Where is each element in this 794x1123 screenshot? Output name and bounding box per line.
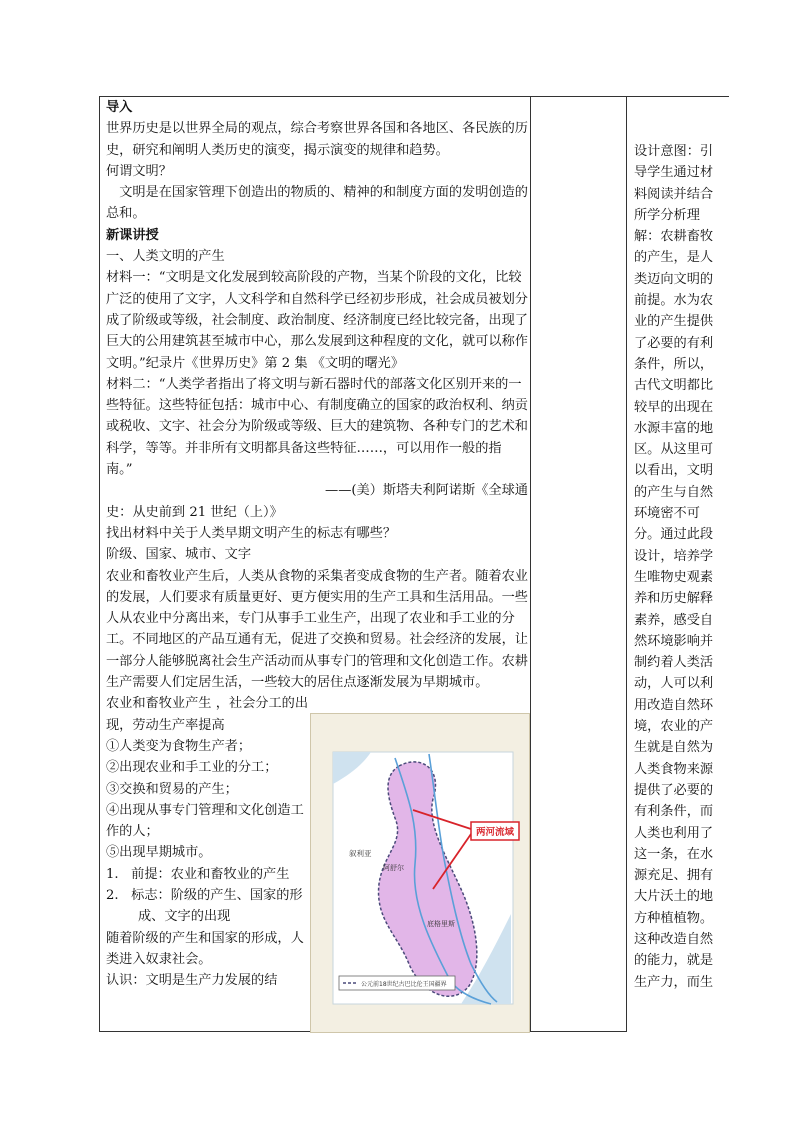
column-divider-2 (626, 96, 627, 1032)
question: 找出材料中关于人类早期文明产生的标志有哪些？ (106, 525, 397, 541)
list-number: 2. (106, 887, 119, 903)
explanation-paragraph: 农业和畜牧业产生后，人类从食物的采集者变成食物的生产者。随着农业的发展，人们要求有质量更好、更方便实用的生产工具和生活用品。一些人从农业中分离出来，专门从事手工业生产，出现了农业和手工业的分工。不同地区的产品互通有无，促进了交换和贸易。社会经济的发展，让一部分人能够脱离社会生产活动而从事专门的管理和文化创造工作。农耕生产需要人们定居生活，一些较大的居住点逐渐发展为早期城市。 (106, 568, 528, 691)
summary-point: ④出现从事专门管理和文化创造工作的人； (106, 802, 304, 840)
mesopotamia-map (310, 713, 530, 1033)
summary-block (106, 693, 311, 991)
list-text: 标志：阶级的产生、国家的形成、文字的出现 (131, 887, 303, 925)
lead-in-question: 何谓文明？ (106, 163, 172, 179)
new-lesson-heading: 新课讲授 (106, 227, 159, 243)
map-legend-text: 公元前18世纪古巴比伦王国疆界 (361, 981, 447, 988)
lead-in-paragraph: 世界历史是以世界全局的观点，综合考察世界各国和各地区、各民族的历史，研究和阐明人类历史的演变，揭示演变的规律和趋势。 (106, 121, 528, 158)
civilization-definition: 文明是在国家管理下创造出的物质的、精神的和制度方面的发明创造的总和。 (106, 185, 528, 222)
lead-in-heading: 导入 (106, 100, 133, 115)
material-source-cont: 史：从史前到 21 世纪（上）》 (106, 504, 283, 520)
design-intent-text: 设计意图：引导学生通过材料阅读并结合所学分析理解：农耕畜牧的产生，是人类迈向文明的前提。水为农业的产生提供了必要的有利条件，所以，古代文明都比较早的出现在水源丰富的地区。从这里可以看出，文明的产生与自然环境密不可分。通过此段设计，培养学生唯物史观素养和历史解释素养，感受自然环境影响并制约着人类活动，人可以利用改造自然环境，农业的产生就是自然为人类食物来源提供了必要的有利条件，而人类也利用了这一条，在水源充足、拥有大片沃土的地方种植植物。这种改造自然的能力，就是生产力，而生 (634, 144, 714, 990)
answer: 阶级、国家、城市、文字 (106, 547, 252, 563)
callout-label: 两河流域 (475, 827, 515, 838)
map-label-city: 阿舒尔 (383, 864, 404, 872)
map-graphic (311, 714, 529, 1032)
list-item-signs (106, 885, 311, 928)
list-text: 前提：农业和畜牧业的产生 (131, 866, 290, 882)
summary-point: ③交换和贸易的产生； (106, 781, 238, 797)
map-label-left: 叙利亚 (349, 849, 372, 858)
summary-point: ①人类变为食物生产者； (106, 738, 252, 754)
summary-title: 农业和畜牧业产生 ，社会分工的出现，劳动生产率提高 (106, 696, 309, 733)
insight-text: 认识：文明是生产力发展的结 (106, 973, 278, 989)
summary-point: ⑤出现早期城市。 (106, 845, 212, 861)
section-title: 一、人类文明的产生 (106, 249, 225, 265)
material-one: 材料一：“文明是文化发展到较高阶段的产物，当某个阶段的文化，比较广泛的使用了文字，人文科学和自然科学已经初步形成，社会成员被划分成了阶级或等级，社会制度、政治制度、经济制度已经比较完备，出现了巨大的公用建筑甚至城市中心，那么发展到这种程度的文化，就可以称作文明。”纪录片《世界历史》第 2 集 《文明的曙光》 (106, 270, 528, 371)
table-left-border (99, 96, 100, 1032)
list-number: 1. (106, 866, 119, 882)
column-divider-1 (530, 96, 531, 1032)
list-item-premise (106, 864, 311, 885)
map-label-mid: 底格里斯 (427, 920, 455, 928)
summary-point: ②出现农业和手工业的分工； (106, 760, 278, 776)
material-two: 材料二：“人类学者指出了将文明与新石器时代的部落文化区别开来的一些特征。这些特征包括：城市中心、有制度确立的国家的政治权利、纳贡或税收、文字、社会分为阶级或等级、巨大的建筑物、各种专门的艺术和科学，等等。并非所有文明都具备这些特征……，可以用作一般的指南。” (106, 376, 528, 478)
slave-society-text: 随着阶级的产生和国家的形成，人类进入奴隶社会。 (106, 930, 304, 967)
design-intent-column (634, 141, 726, 993)
material-source: ——(美）斯塔夫利阿诺斯《全球通 (325, 483, 528, 499)
